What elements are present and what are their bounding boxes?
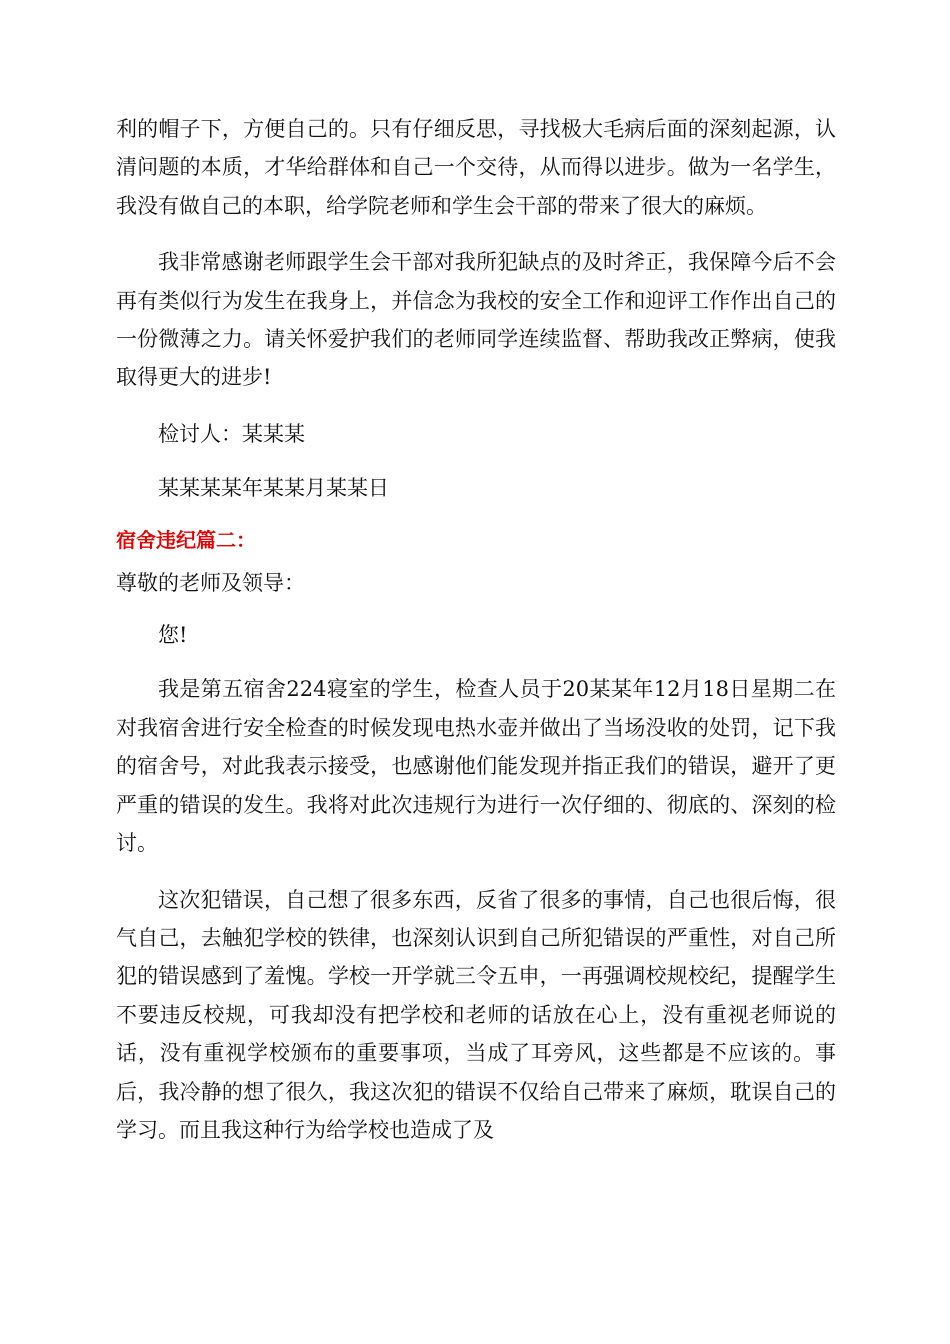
- paragraph-continued: 利的帽子下，方便自己的。只有仔细反思，寻找极大毛病后面的深刻起源，认清问题的本质，才华给群体和自己一个交待，从而得以进步。做为一名学生，我没有做自己的本职，给学院老师和学生会干部的带来了很大的麻烦。: [116, 117, 836, 218]
- paragraph-reflection: 这次犯错误，自己想了很多东西，反省了很多的事情，自己也很后悔，很气自己，去触犯学校的铁律，也深刻认识到自己所犯错误的严重性，对自己所犯的错误感到了羞愧。学校一开学就三令五申，一再强调校规校纪，提醒学生不要违反校规，可我却没有把学校和老师的话放在心上，没有重视老师说的话，没有重视学校颁布的重要事项，当成了耳旁风，这些都是不应该的。事后，我冷静的想了很久，我这次犯的错误不仅给自己带来了麻烦，耽误自己的学习。而且我这种行为给学校也造成了及: [116, 887, 836, 1142]
- paragraph-incident: 我是第五宿舍224寝室的学生，检查人员于20某某年12月18日星期二在对我宿舍进行安全检查的时候发现电热水壶并做出了当场没收的处罚，记下我的宿舍号，对此我表示接受，也感谢他们能发现并指正我们的错误，避开了更严重的错误的发生。我将对此次违规行为进行一次仔细的、彻底的、深刻的检讨。: [116, 677, 836, 856]
- document-page: [116, 110, 836, 1167]
- date-line: 某某某某年某某月某某日: [158, 476, 389, 501]
- salutation: 尊敬的老师及领导：: [116, 570, 305, 595]
- signer-line: 检讨人：某某某: [158, 421, 305, 446]
- paragraph-thanks: 我非常感谢老师跟学生会干部对我所犯缺点的及时斧正，我保障今后不会再有类似行为发生在我身上，并信念为我校的安全工作和迎评工作作出自己的一份微薄之力。请关怀爱护我们的老师同学连续监督、帮助我改正弊病，使我取得更大的进步!: [116, 250, 836, 390]
- section-heading: 宿舍违纪篇二：: [116, 527, 256, 552]
- greeting: 您!: [158, 623, 188, 648]
